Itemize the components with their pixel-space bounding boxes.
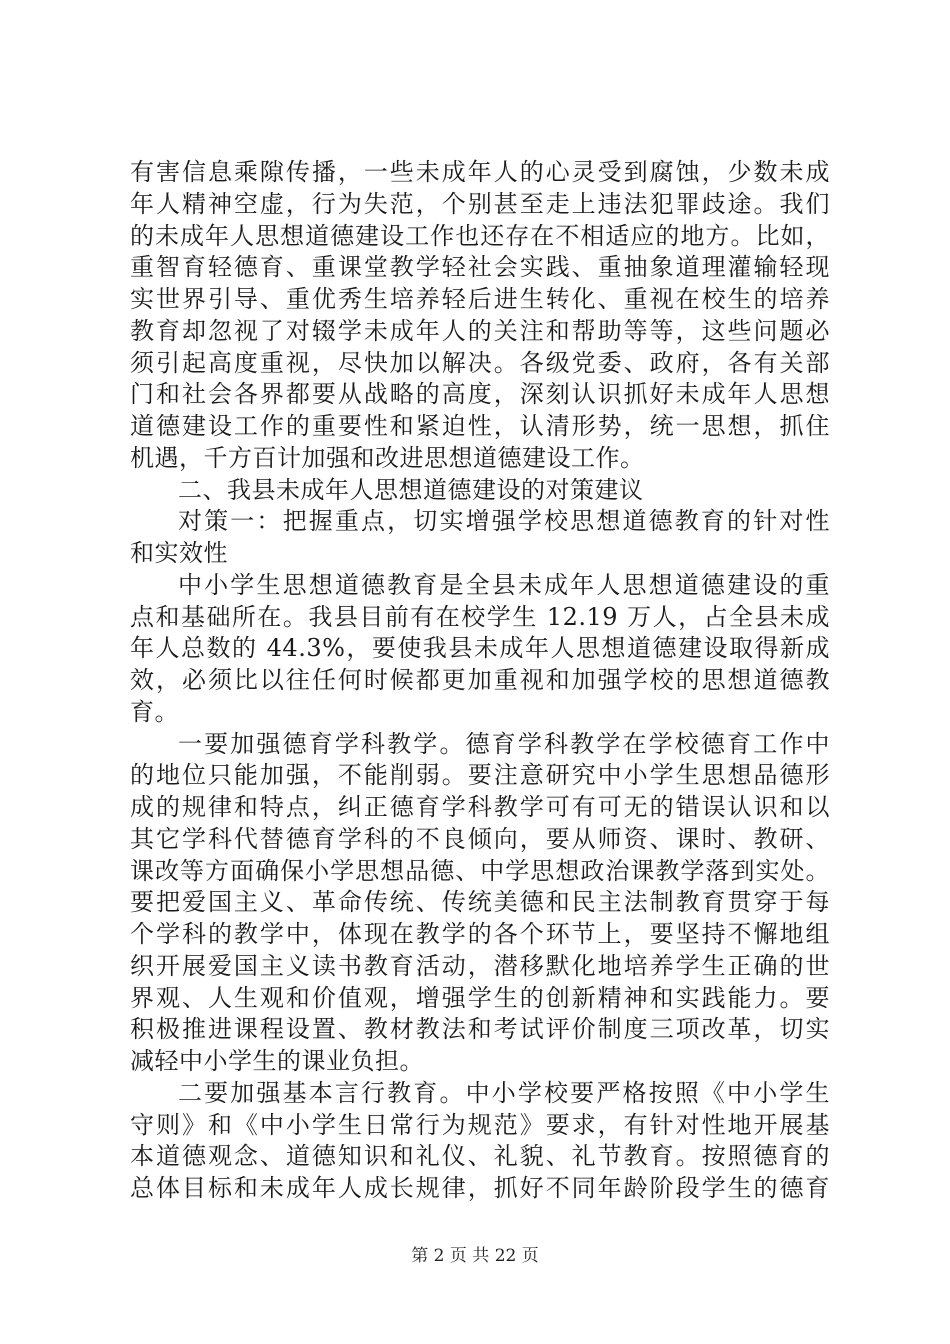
text-line: 成的规律和特点，纠正德育学科教学可有可无的错误认识和以 bbox=[130, 793, 830, 821]
text-line: 重智育轻德育、重课堂教学轻社会实践、重抽象道理灌输轻现 bbox=[130, 253, 830, 281]
text-line: 年人精神空虚，行为失范，个别甚至走上违法犯罪歧途。我们 bbox=[130, 190, 830, 218]
text-line: 育。 bbox=[130, 698, 179, 726]
text-line: 个学科的教学中，体现在教学的各个环节上，要坚持不懈地组 bbox=[130, 920, 830, 948]
text-line: 其它学科代替德育学科的不良倾向，要从师资、课时、教研、 bbox=[130, 825, 830, 853]
text-line: 年人总数的 44.3%，要使我县未成年人思想道德建设取得新成 bbox=[130, 634, 830, 662]
text-line: 本道德观念、道德知识和礼仪、礼貌、礼节教育。按照德育的 bbox=[130, 1142, 830, 1170]
text-line: 一要加强德育学科教学。德育学科教学在学校德育工作中 bbox=[178, 730, 830, 758]
text-line: 的未成年人思想道德建设工作也还存在不相适应的地方。比如， bbox=[130, 222, 830, 250]
text-line: 机遇，千方百计加强和改进思想道德建设工作。 bbox=[130, 444, 645, 472]
text-line: 要把爱国主义、革命传统、传统美德和民主法制教育贯穿于每 bbox=[130, 888, 830, 916]
subsection-heading-cont: 和实效性 bbox=[130, 539, 228, 567]
subsection-heading: 对策一：把握重点，切实增强学校思想道德教育的针对性 bbox=[178, 507, 830, 535]
section-heading: 二、我县未成年人思想道德建设的对策建议 bbox=[178, 476, 644, 504]
text-line: 界观、人生观和价值观，增强学生的创新精神和实践能力。要 bbox=[130, 984, 830, 1012]
text-line: 二要加强基本言行教育。中小学校要严格按照《中小学生 bbox=[178, 1079, 830, 1107]
text-line: 积极推进课程设置、教材教法和考试评价制度三项改革，切实 bbox=[130, 1015, 830, 1043]
page-footer: 第 2 页 共 22 页 bbox=[411, 1246, 539, 1266]
text-line: 教育却忽视了对辍学未成年人的关注和帮助等等，这些问题必 bbox=[130, 317, 830, 345]
text-line: 效，必须比以往任何时候都更加重视和加强学校的思想道德教 bbox=[130, 666, 830, 694]
text-line: 门和社会各界都要从战略的高度，深刻认识抓好未成年人思想 bbox=[130, 380, 830, 408]
text-line: 中小学生思想道德教育是全县未成年人思想道德建设的重 bbox=[178, 571, 830, 599]
text-line: 的地位只能加强，不能削弱。要注意研究中小学生思想品德形 bbox=[130, 761, 830, 789]
text-line: 减轻中小学生的课业负担。 bbox=[130, 1047, 424, 1075]
text-line: 须引起高度重视，尽快加以解决。各级党委、政府，各有关部 bbox=[130, 349, 830, 377]
text-line: 点和基础所在。我县目前有在校学生 12.19 万人，占全县未成 bbox=[130, 603, 830, 631]
text-line: 课改等方面确保小学思想品德、中学思想政治课教学落到实处。 bbox=[130, 857, 830, 885]
text-line: 有害信息乘隙传播，一些未成年人的心灵受到腐蚀，少数未成 bbox=[130, 158, 830, 186]
text-line: 实世界引导、重优秀生培养轻后进生转化、重视在校生的培养 bbox=[130, 285, 830, 313]
text-line: 道德建设工作的重要性和紧迫性，认清形势，统一思想，抓住 bbox=[130, 412, 830, 440]
text-line: 守则》和《中小学生日常行为规范》要求，有针对性地开展基 bbox=[130, 1111, 830, 1139]
text-line: 织开展爱国主义读书教育活动，潜移默化地培养学生正确的世 bbox=[130, 952, 830, 980]
text-line: 总体目标和未成年人成长规律，抓好不同年龄阶段学生的德育 bbox=[130, 1174, 830, 1202]
